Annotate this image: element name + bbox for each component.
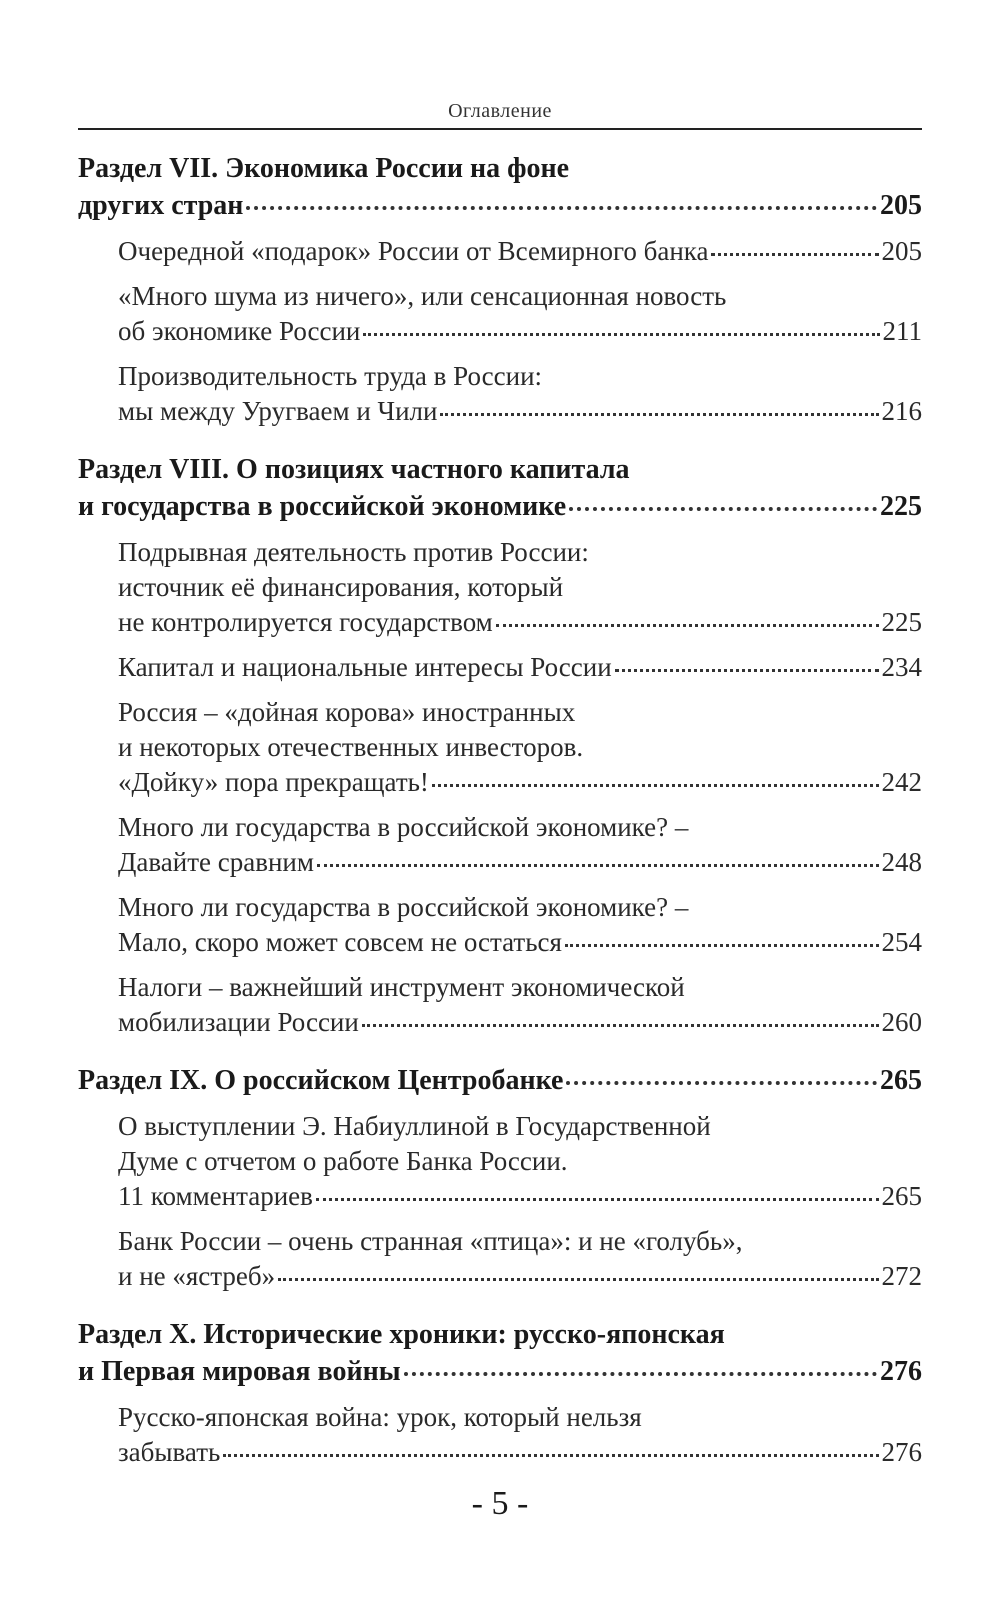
dot-leader	[565, 944, 879, 947]
section-title-text: Раздел IX. О российском Центробанке	[78, 1065, 564, 1096]
entry-title-line: Много ли государства в российской экономике? –	[118, 812, 689, 842]
entry-title-line: Подрывная деятельность против России:	[118, 537, 589, 567]
section-title-last-line	[78, 488, 922, 525]
entry-last-line	[118, 845, 922, 880]
toc-entry[interactable]	[78, 695, 922, 800]
entry-last-line	[118, 650, 922, 685]
section-title-last-line	[78, 187, 922, 224]
entry-title-text: и не «ястреб»	[118, 1261, 276, 1291]
dot-leader	[246, 206, 877, 210]
entry-last-line	[118, 1005, 922, 1040]
page-number: - 5 -	[471, 1485, 529, 1522]
section-title[interactable]	[78, 1062, 922, 1099]
section-page-number: 276	[880, 1356, 922, 1387]
entry-title-text: мы между Уругваем и Чили	[118, 396, 438, 426]
entry-last-line	[118, 605, 922, 640]
entry-page-number: 248	[881, 847, 922, 877]
entry-title-line: О выступлении Э. Набиуллиной в Государственной	[118, 1111, 711, 1141]
entry-title-text: «Дойку» пора прекращать!	[118, 767, 429, 797]
entry-page-number: 272	[881, 1261, 922, 1291]
entry-title-line: Думе с отчетом о работе Банка России.	[118, 1146, 568, 1176]
toc-section	[78, 150, 922, 429]
entry-title-text: Очередной «подарок» России от Всемирного банка	[118, 236, 709, 266]
dot-leader	[711, 253, 878, 256]
entry-page-number: 265	[881, 1181, 922, 1211]
section-page-number: 225	[880, 491, 922, 522]
section-title-text: и Первая мировая войны	[78, 1356, 401, 1387]
toc-entry[interactable]	[78, 1224, 922, 1294]
entry-title-line: источник её финансирования, который	[118, 572, 564, 602]
dot-leader	[316, 1198, 879, 1201]
section-page-number: 205	[880, 190, 922, 221]
dot-leader	[223, 1454, 878, 1457]
toc-section	[78, 1062, 922, 1294]
entry-title-text: забывать	[118, 1437, 221, 1467]
dot-leader	[496, 624, 879, 627]
section-title[interactable]	[78, 150, 922, 224]
toc-entry[interactable]	[78, 234, 922, 269]
entry-page-number: 260	[881, 1007, 922, 1037]
entry-last-line	[118, 765, 922, 800]
entry-title-text: Мало, скоро может совсем не остаться	[118, 927, 562, 957]
running-header: Оглавление	[448, 100, 552, 122]
dot-leader	[566, 1081, 877, 1085]
entry-title-line: Банк России – очень странная «птица»: и не «голубь»,	[118, 1226, 743, 1256]
entry-title-text: об экономике России	[118, 316, 361, 346]
entry-title-line: и некоторых отечественных инвесторов.	[118, 732, 584, 762]
entry-page-number: 234	[881, 652, 922, 682]
section-title-last-line	[78, 1353, 922, 1390]
toc-entry[interactable]	[78, 535, 922, 640]
dot-leader	[440, 413, 878, 416]
entry-page-number: 276	[881, 1437, 922, 1467]
toc-section	[78, 1316, 922, 1470]
entry-last-line	[118, 925, 922, 960]
entry-last-line	[118, 394, 922, 429]
entry-title-line: Налоги – важнейший инструмент экономической	[118, 972, 685, 1002]
dot-leader	[569, 507, 877, 511]
entry-title-text: 11 комментариев	[118, 1181, 313, 1211]
toc-entry[interactable]	[78, 970, 922, 1040]
table-of-contents	[78, 150, 922, 1492]
section-title[interactable]	[78, 451, 922, 525]
section-title-text: других стран	[78, 190, 244, 221]
entry-last-line	[118, 314, 922, 349]
toc-entry[interactable]	[78, 650, 922, 685]
entry-page-number: 242	[881, 767, 922, 797]
entry-title-text: Капитал и национальные интересы России	[118, 652, 612, 682]
entry-page-number: 216	[881, 396, 922, 426]
toc-entry[interactable]	[78, 1109, 922, 1214]
toc-section	[78, 451, 922, 1040]
entry-page-number: 205	[881, 236, 922, 266]
toc-entry[interactable]	[78, 890, 922, 960]
entry-last-line	[118, 234, 922, 269]
dot-leader	[615, 669, 879, 672]
entry-title-line: «Много шума из ничего», или сенсационная новость	[118, 281, 727, 311]
section-title[interactable]	[78, 1316, 922, 1390]
entry-title-text: мобилизации России	[118, 1007, 359, 1037]
entry-title-line: Производительность труда в России:	[118, 361, 543, 391]
toc-entry[interactable]	[78, 810, 922, 880]
entry-last-line	[118, 1259, 922, 1294]
dot-leader	[432, 784, 879, 787]
entry-title-text: не контролируется государством	[118, 607, 493, 637]
toc-entry[interactable]	[78, 1400, 922, 1470]
dot-leader	[278, 1278, 878, 1281]
entry-page-number: 211	[882, 316, 922, 346]
dot-leader	[404, 1372, 877, 1376]
entry-title-line: Россия – «дойная корова» иностранных	[118, 697, 576, 727]
section-title-last-line	[78, 1062, 922, 1099]
section-page-number: 265	[880, 1065, 922, 1096]
entry-title-text: Давайте сравним	[118, 847, 314, 877]
entry-title-line: Русско-японская война: урок, который нельзя	[118, 1402, 642, 1432]
section-title-line: Раздел VII. Экономика России на фоне	[78, 153, 570, 184]
dot-leader	[317, 864, 879, 867]
entry-last-line	[118, 1435, 922, 1470]
dot-leader	[363, 333, 879, 336]
toc-entry[interactable]	[78, 359, 922, 429]
toc-entry[interactable]	[78, 279, 922, 349]
header-rule	[78, 128, 922, 130]
entry-page-number: 254	[881, 927, 922, 957]
entry-page-number: 225	[881, 607, 922, 637]
entry-title-line: Много ли государства в российской экономике? –	[118, 892, 689, 922]
dot-leader	[362, 1024, 879, 1027]
section-title-line: Раздел VIII. О позициях частного капитала	[78, 454, 630, 485]
section-title-text: и государства в российской экономике	[78, 491, 567, 522]
entry-last-line	[118, 1179, 922, 1214]
section-title-line: Раздел X. Исторические хроники: русско-японская	[78, 1319, 725, 1350]
